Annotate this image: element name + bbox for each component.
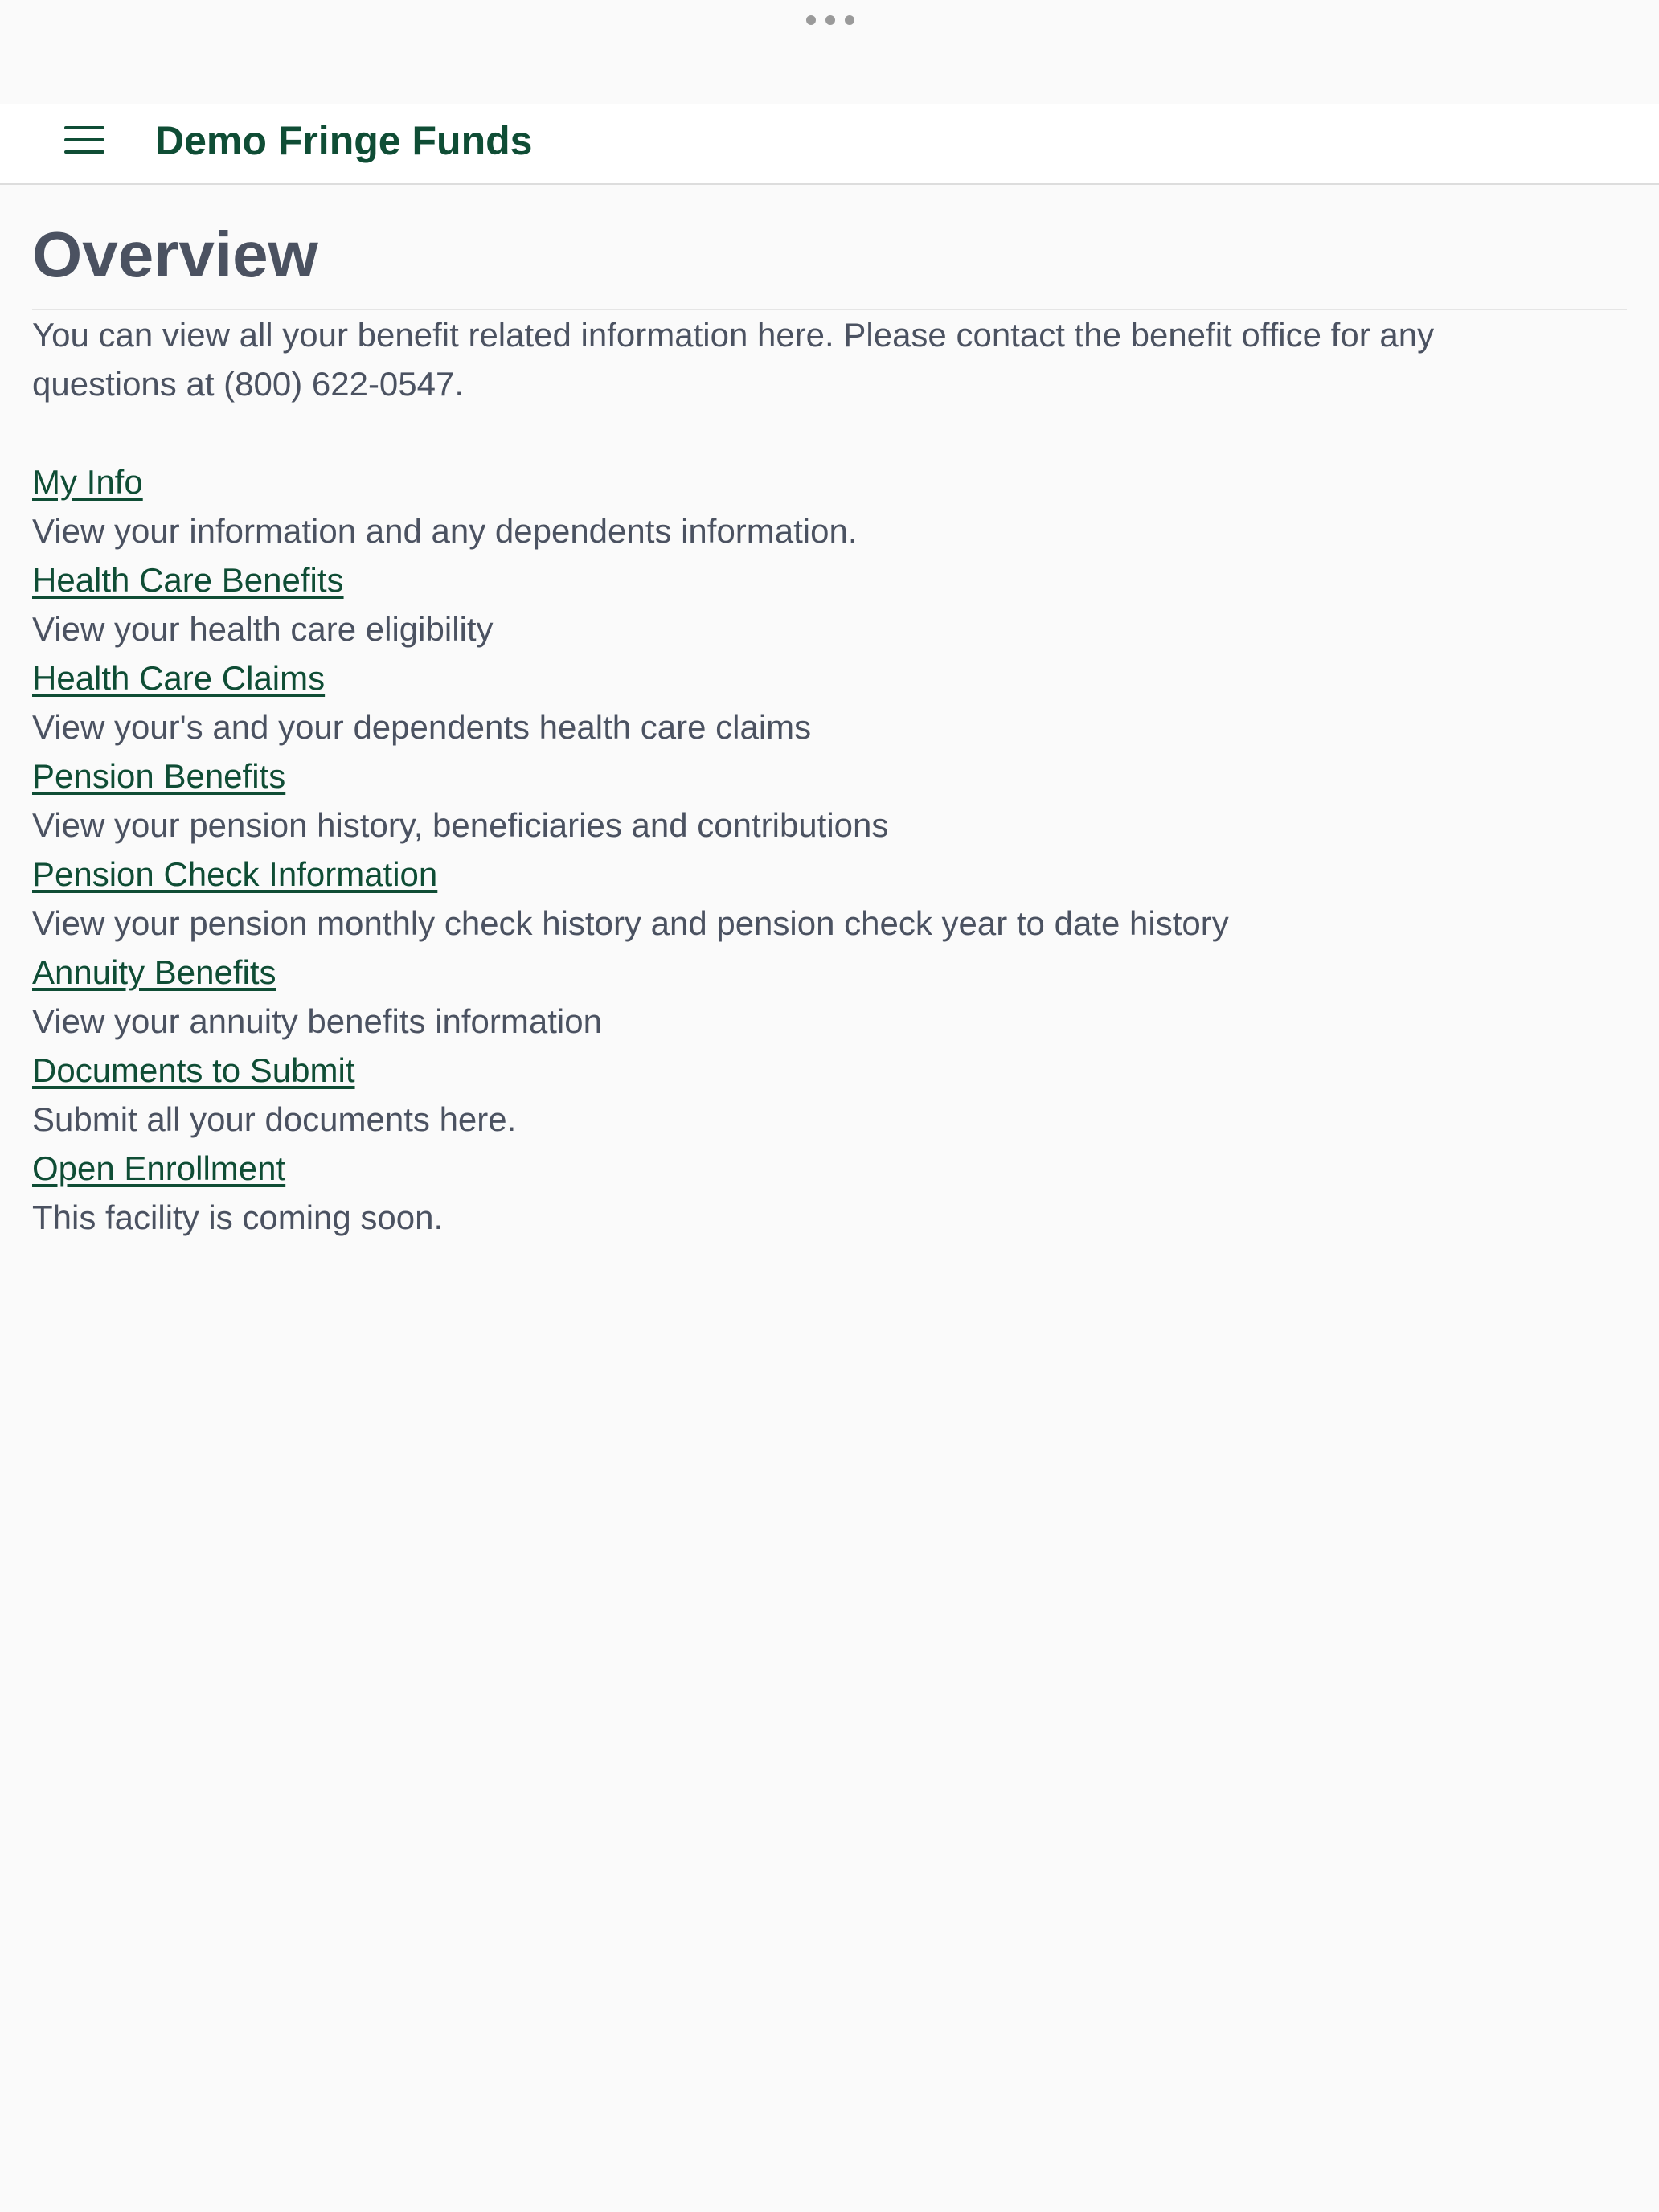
window-options-icon[interactable] (806, 14, 854, 26)
link-pension-check-information[interactable]: Pension Check Information (32, 855, 438, 893)
section-description: View your information and any dependents information. (32, 512, 858, 550)
overview-content (32, 211, 1627, 1242)
link-my-info[interactable]: My Info (32, 463, 143, 501)
section-description: View your annuity benefits information (32, 1002, 602, 1040)
section-description: View your pension history, beneficiaries and contributions (32, 806, 889, 844)
section-description: Submit all your documents here. (32, 1100, 517, 1138)
benefit-sections (32, 457, 1627, 1242)
section-description: View your's and your dependents health care claims (32, 708, 812, 746)
section-description: This facility is coming soon. (32, 1198, 444, 1236)
app-header (0, 104, 1659, 185)
section-description: View your health care eligibility (32, 610, 494, 648)
link-annuity-benefits[interactable]: Annuity Benefits (32, 953, 276, 991)
link-health-care-benefits[interactable]: Health Care Benefits (32, 561, 344, 599)
section-description: View your pension monthly check history and pension check year to date history (32, 904, 1229, 942)
intro-text: You can view all your benefit related information here. Please contact the benefit office for any questions at (800) 622-0547. (32, 316, 1435, 403)
link-documents-to-submit[interactable]: Documents to Submit (32, 1051, 355, 1089)
brand-title: Demo Fringe Funds (155, 118, 533, 163)
link-health-care-claims[interactable]: Health Care Claims (32, 659, 326, 697)
link-pension-benefits[interactable]: Pension Benefits (32, 757, 286, 795)
link-open-enrollment[interactable]: Open Enrollment (32, 1149, 286, 1187)
hamburger-menu-icon[interactable] (64, 124, 104, 156)
page-title: Overview (32, 219, 318, 290)
